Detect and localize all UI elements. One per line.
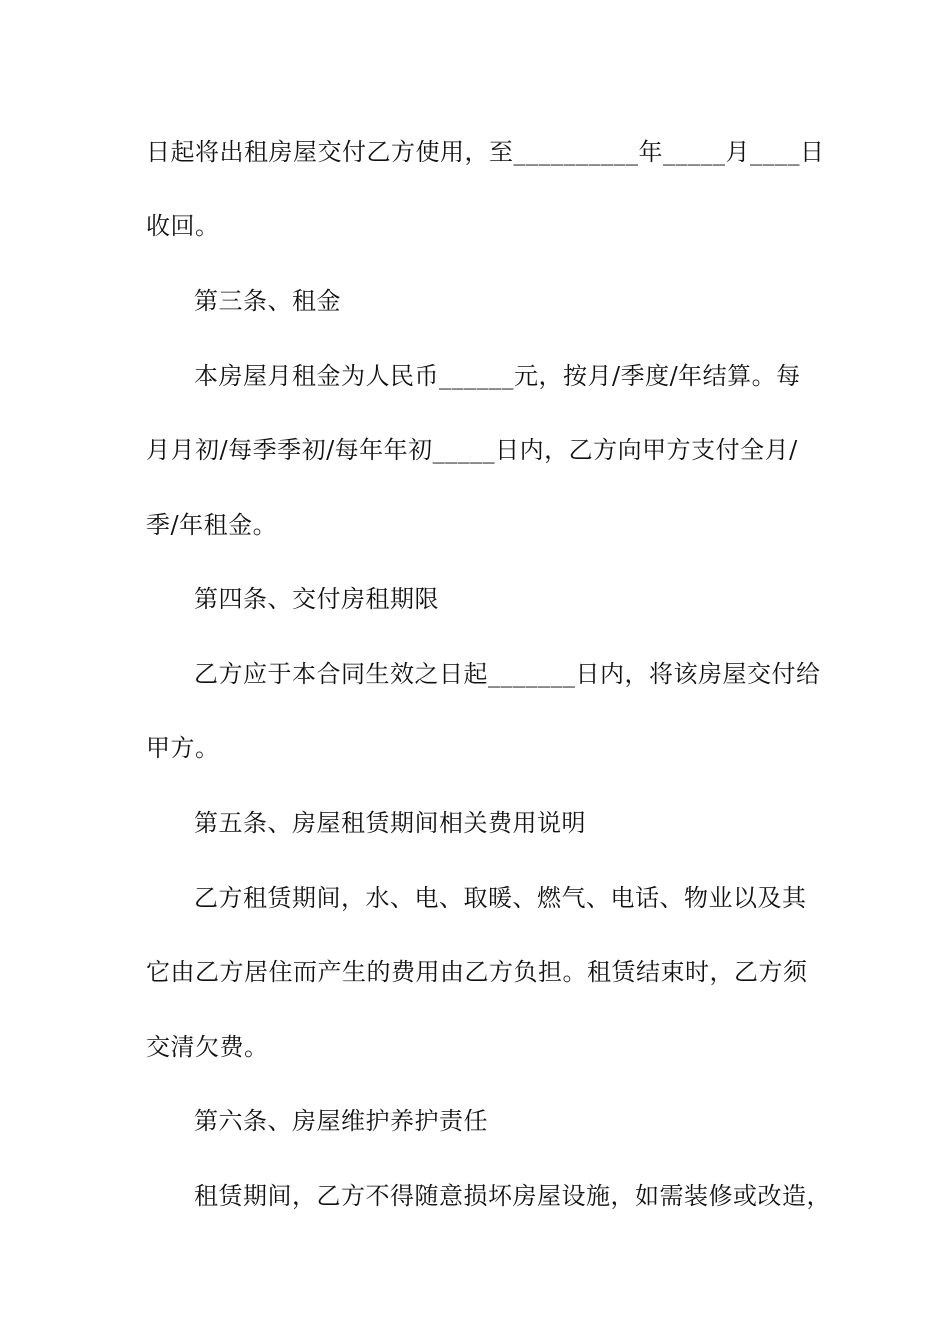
- paragraph-line: 月月初/每季季初/每年年初_____日内，乙方向甲方支付全月/: [146, 436, 798, 464]
- paragraph-line: 它由乙方居住而产生的费用由乙方负担。租赁结束时，乙方须: [146, 958, 808, 986]
- section-heading: 第三条、租金: [194, 287, 341, 315]
- paragraph-line: 甲方。: [146, 734, 220, 762]
- paragraph-line: 交清欠费。: [146, 1033, 269, 1061]
- paragraph-line: 乙方应于本合同生效之日起_______日内，将该房屋交付给: [194, 660, 821, 688]
- section-heading: 第五条、房屋租赁期间相关费用说明: [194, 809, 586, 837]
- paragraph-line: 本房屋月租金为人民币______元，按月/季度/年结算。每: [194, 362, 801, 390]
- paragraph-line: 季/年租金。: [146, 511, 278, 539]
- paragraph-line: 乙方租赁期间，水、电、取暖、燃气、电话、物业以及其: [194, 884, 807, 912]
- section-heading: 第六条、房屋维护养护责任: [194, 1107, 488, 1135]
- section-heading: 第四条、交付房租期限: [194, 585, 439, 613]
- paragraph-line: 收回。: [146, 212, 220, 240]
- paragraph-line: 日起将出租房屋交付乙方使用，至__________年_____月____日: [146, 138, 825, 166]
- paragraph-line: 租赁期间，乙方不得随意损坏房屋设施，如需装修或改造，: [194, 1182, 831, 1210]
